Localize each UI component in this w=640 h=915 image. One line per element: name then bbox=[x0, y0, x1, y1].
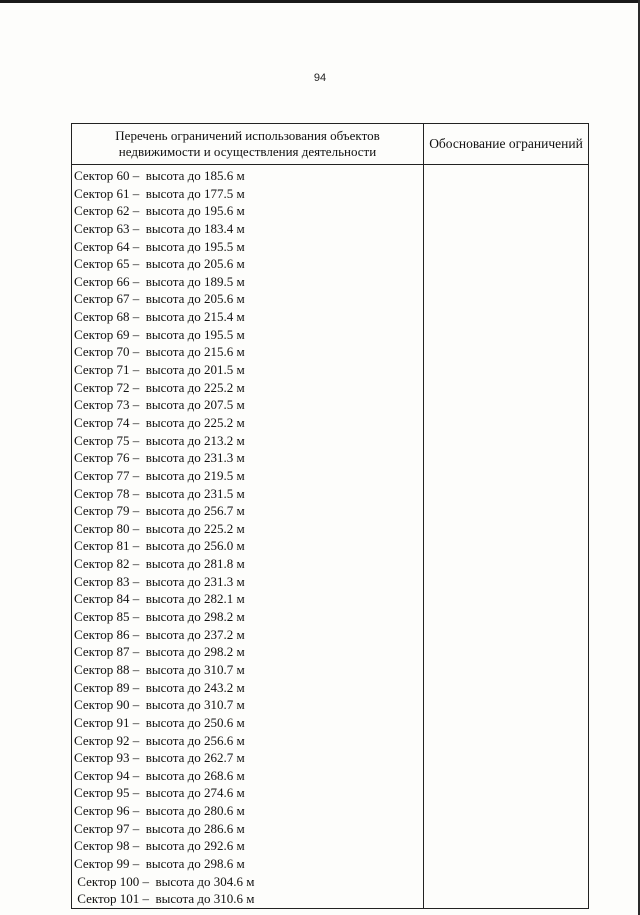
sector-row: Сектор 90 – высота до 310.7 м bbox=[74, 697, 245, 713]
sector-row: Сектор 61 – высота до 177.5 м bbox=[74, 185, 245, 201]
sector-row: Сектор 81 – высота до 256.0 м bbox=[74, 538, 245, 554]
sector-row: Сектор 100 – высота до 304.6 м bbox=[74, 873, 255, 889]
header-justification: Обоснование ограничений bbox=[424, 124, 589, 165]
sector-row: Сектор 78 – высота до 231.5 м bbox=[74, 485, 245, 501]
sector-row: Сектор 98 – высота до 292.6 м bbox=[74, 838, 245, 854]
sector-row: Сектор 60 – высота до 185.6 м bbox=[74, 168, 245, 183]
sector-row: Сектор 69 – высота до 195.5 м bbox=[74, 326, 245, 342]
sector-row: Сектор 88 – высота до 310.7 м bbox=[74, 661, 245, 677]
table-body-row bbox=[72, 165, 589, 909]
sector-row: Сектор 101 – высота до 310.6 м bbox=[74, 891, 255, 907]
sector-row: Сектор 92 – высота до 256.6 м bbox=[74, 732, 245, 748]
sector-row: Сектор 85 – высота до 298.2 м bbox=[74, 609, 245, 625]
sector-row: Сектор 66 – высота до 189.5 м bbox=[74, 273, 245, 289]
sector-row: Сектор 67 – высота до 205.6 м bbox=[74, 291, 245, 307]
sector-row: Сектор 79 – высота до 256.7 м bbox=[74, 503, 245, 519]
restrictions-table bbox=[71, 123, 589, 909]
sector-row: Сектор 87 – высота до 298.2 м bbox=[74, 644, 245, 660]
header-restrictions-list bbox=[72, 124, 424, 165]
table-header-row bbox=[72, 124, 589, 165]
sector-row: Сектор 77 – высота до 219.5 м bbox=[74, 467, 245, 483]
sector-row: Сектор 68 – высота до 215.4 м bbox=[74, 309, 245, 325]
sector-list-cell bbox=[72, 165, 424, 909]
sector-row: Сектор 83 – высота до 231.3 м bbox=[74, 573, 245, 589]
sector-row: Сектор 86 – высота до 237.2 м bbox=[74, 626, 245, 642]
sector-row: Сектор 75 – высота до 213.2 м bbox=[74, 432, 245, 448]
scan-edge-top bbox=[0, 0, 640, 3]
sector-row: Сектор 76 – высота до 231.3 м bbox=[74, 450, 245, 466]
sector-row: Сектор 89 – высота до 243.2 м bbox=[74, 679, 245, 695]
sector-row: Сектор 65 – высота до 205.6 м bbox=[74, 256, 245, 272]
sector-row: Сектор 99 – высота до 298.6 м bbox=[74, 855, 245, 871]
sector-row: Сектор 63 – высота до 183.4 м bbox=[74, 220, 245, 236]
justification-cell bbox=[424, 165, 589, 909]
sector-row: Сектор 80 – высота до 225.2 м bbox=[74, 520, 245, 536]
sector-row: Сектор 64 – высота до 195.5 м bbox=[74, 238, 245, 254]
sector-row: Сектор 96 – высота до 280.6 м bbox=[74, 803, 245, 819]
header-restrictions-line-1: Перечень ограничений использования объектов bbox=[115, 128, 380, 143]
sector-row: Сектор 73 – высота до 207.5 м bbox=[74, 397, 245, 413]
sector-row: Сектор 95 – высота до 274.6 м bbox=[74, 785, 245, 801]
sector-row: Сектор 91 – высота до 250.6 м bbox=[74, 714, 245, 730]
sector-row: Сектор 72 – высота до 225.2 м bbox=[74, 379, 245, 395]
sector-row: Сектор 70 – высота до 215.6 м bbox=[74, 344, 245, 360]
sector-row: Сектор 71 – высота до 201.5 м bbox=[74, 362, 245, 378]
sector-row: Сектор 94 – высота до 268.6 м bbox=[74, 767, 245, 783]
header-restrictions-line-2: недвижимости и осуществления деятельности bbox=[118, 144, 377, 159]
page-number: 94 bbox=[313, 72, 327, 84]
sector-row: Сектор 74 – высота до 225.2 м bbox=[74, 414, 245, 430]
sector-row: Сектор 93 – высота до 262.7 м bbox=[74, 750, 245, 766]
sector-row: Сектор 62 – высота до 195.6 м bbox=[74, 203, 245, 219]
sector-row: Сектор 97 – высота до 286.6 м bbox=[74, 820, 245, 836]
sector-row: Сектор 84 – высота до 282.1 м bbox=[74, 591, 245, 607]
sector-row: Сектор 82 – высота до 281.8 м bbox=[74, 556, 245, 572]
